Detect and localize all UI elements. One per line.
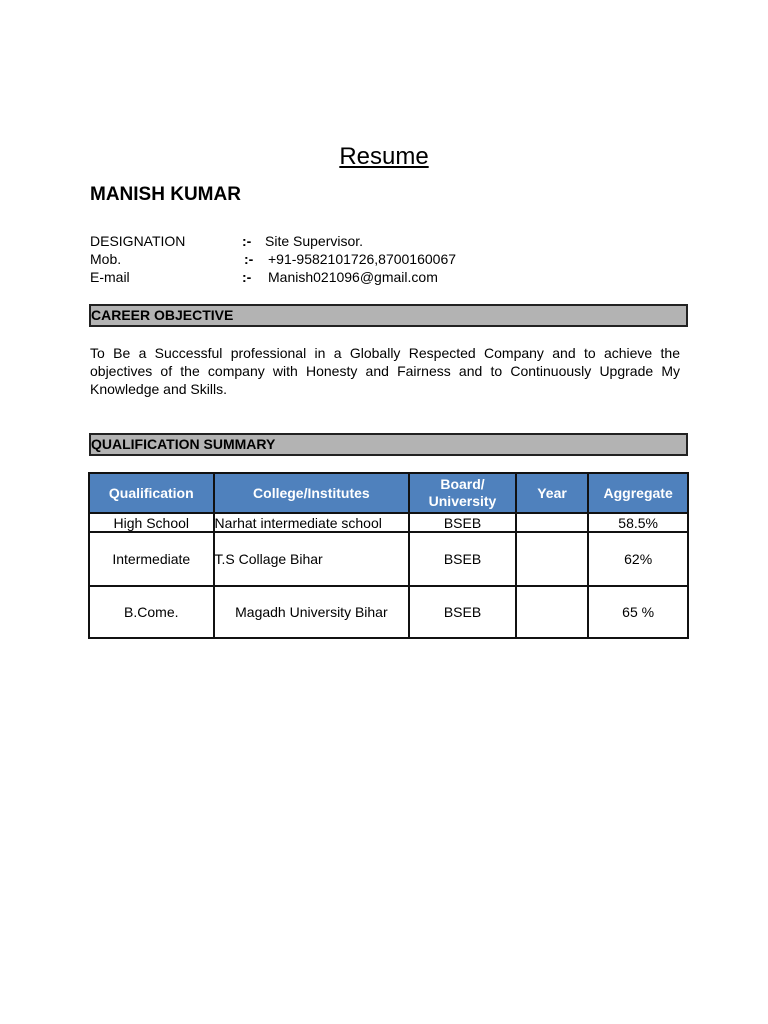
qualification-table	[88, 472, 689, 639]
mobile-label: Mob.	[90, 251, 122, 267]
designation-label: DESIGNATION	[90, 233, 186, 249]
cell-college: Narhat intermediate school	[214, 513, 410, 532]
table-row	[89, 513, 688, 532]
cell-board: BSEB	[409, 532, 516, 586]
career-objective-heading-text: CAREER OBJECTIVE	[91, 307, 234, 323]
career-objective-heading	[89, 304, 688, 327]
cell-aggregate: 58.5%	[588, 513, 688, 532]
cell-aggregate: 65 %	[588, 586, 688, 638]
email-label: E-mail	[90, 269, 130, 285]
career-objective-text: To Be a Successful professional in a Globally Respected Company and to achieve the objectives of the company with Honesty and Fairness and to Continuously Upgrade My Knowledge and Skills.	[90, 345, 680, 397]
qualification-summary-heading-text: QUALIFICATION SUMMARY	[91, 436, 276, 452]
table-row	[89, 586, 688, 638]
cell-qualification: Intermediate	[89, 532, 214, 586]
table-row	[89, 532, 688, 586]
cell-college: Magadh University Bihar	[214, 586, 410, 638]
column-header-board: Board/ University	[409, 473, 516, 513]
cell-college: T.S Collage Bihar	[214, 532, 410, 586]
cell-qualification: High School	[89, 513, 214, 532]
email-separator: :-	[242, 269, 252, 285]
cell-year	[516, 532, 589, 586]
mobile-separator: :-	[244, 251, 254, 267]
page-title: Resume	[339, 143, 429, 170]
cell-board: BSEB	[409, 586, 516, 638]
cell-aggregate: 62%	[588, 532, 688, 586]
column-header-college: College/Institutes	[214, 473, 410, 513]
column-header-aggregate: Aggregate	[588, 473, 688, 513]
cell-qualification: B.Come.	[89, 586, 214, 638]
cell-year	[516, 586, 589, 638]
cell-board: BSEB	[409, 513, 516, 532]
designation-value: Site Supervisor.	[265, 233, 364, 249]
qualification-summary-heading	[89, 433, 688, 456]
designation-separator: :-	[242, 233, 252, 249]
qualification-header-row	[89, 473, 688, 513]
person-name: MANISH KUMAR	[90, 184, 241, 205]
email-value: Manish021096@gmail.com	[268, 269, 438, 285]
mobile-value: +91-9582101726,8700160067	[268, 251, 457, 267]
column-header-qualification: Qualification	[89, 473, 214, 513]
column-header-year: Year	[516, 473, 589, 513]
cell-year	[516, 513, 589, 532]
